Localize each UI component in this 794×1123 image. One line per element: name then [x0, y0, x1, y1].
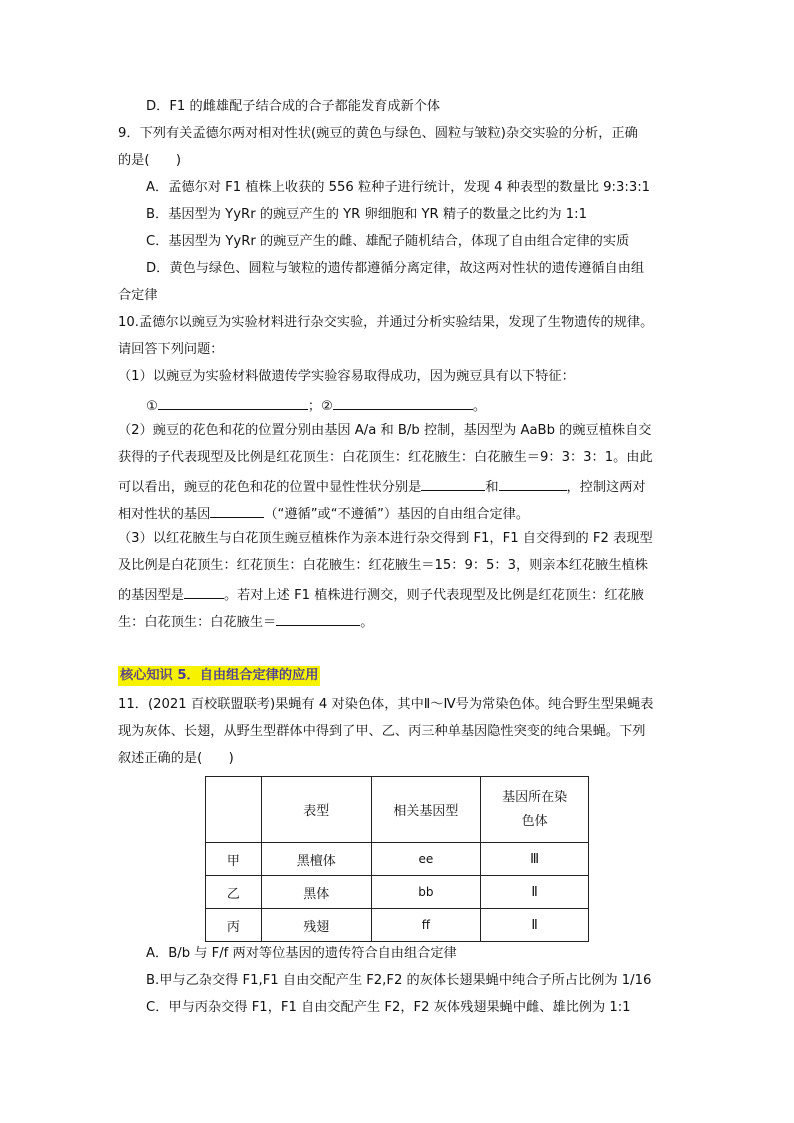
text-segment: 相对性状的基因 — [118, 507, 211, 522]
question-10-part3: （3）以红花腋生与白花顶生豌豆植株作为亲本进行杂交得到 F1，F1 自交得到的 F2 表现型 — [118, 531, 653, 546]
answer-blank-3[interactable] — [421, 476, 485, 491]
question-10-stem: 10.孟德尔以豌豆为实验材料进行杂交实验，并通过分析实验结果，发现了生物遗传的规律。 — [118, 315, 654, 330]
option-c-q11: C．甲与丙杂交得 F1，F1 自由交配产生 F2，F2 灰体残翅果蝇中雌、雄比例为 1:1 — [146, 1000, 631, 1015]
text-segment: ，控制这两对 — [566, 480, 646, 495]
text-segment: 的基因型是 — [118, 588, 184, 603]
table-cell: 丙 — [206, 909, 262, 942]
table-cell: Ⅲ — [481, 843, 589, 876]
question-10-part2-blanks — [118, 476, 646, 497]
heading-title: 5．自由组合定律的应用 — [172, 668, 319, 683]
option-c-q9: C．基因型为 YyRr 的豌豆产生的雌、雄配子随机结合，体现了自由组合定律的实质 — [146, 234, 630, 249]
option-b-q11: B.甲与乙杂交得 F1,F1 自由交配产生 F2,F2 的灰体长翅果蝇中纯合子所占比例为 1/16 — [146, 973, 652, 988]
gene-table — [205, 776, 589, 942]
answer-blank-6[interactable] — [184, 584, 224, 599]
question-10-part3-blank7-line — [118, 611, 373, 632]
text-segment: 可以看出，豌豆的花色和花的位置中显性性状分别是 — [118, 480, 422, 495]
separator-2: ；② — [307, 399, 333, 414]
table-header-cell — [481, 777, 589, 843]
question-10-prompt: 请回答下列问题： — [118, 342, 224, 357]
table-header-cell: 相关基因型 — [371, 777, 481, 843]
table-cell: 乙 — [206, 876, 262, 909]
table-row — [206, 876, 589, 909]
table-cell: ee — [371, 843, 481, 876]
question-9-stem: 9．下列有关孟德尔两对相对性状(豌豆的黄色与绿色、圆粒与皱粒)杂交实验的分析，正确 — [118, 126, 638, 141]
heading-label: 核心知识 — [120, 668, 173, 683]
table-header-cell: 表型 — [261, 777, 371, 843]
table-header-row — [206, 777, 589, 843]
answer-blank-4[interactable] — [499, 476, 567, 491]
question-10-part2-cont: 获得的子代表现型及比例是红花顶生：白花顶生：红花腋生：白花腋生＝9：3：3：1。由此 — [118, 450, 653, 465]
header-line-1: 基因所在染 — [502, 789, 568, 805]
table-cell: 残翅 — [261, 909, 371, 942]
circled-1: ① — [146, 399, 158, 414]
question-10-part2: （2）豌豆的花色和花的位置分别由基因 A/a 和 B/b 控制，基因型为 AaBb 的豌豆植株自交 — [118, 423, 652, 438]
answer-blank-7[interactable] — [276, 611, 360, 626]
option-d-q9: D．黄色与绿色、圆粒与皱粒的遗传都遵循分离定律，故这两对性状的遗传遵循自由组 — [146, 261, 645, 276]
question-10-part3-blank6-line — [118, 584, 644, 605]
table-row — [206, 909, 589, 942]
option-d-q8: D．F1 的雌雄配子结合成的合子都能发育成新个体 — [146, 99, 441, 114]
table-cell: Ⅱ — [481, 909, 589, 942]
table-header-cell — [206, 777, 262, 843]
text-segment: 生：白花顶生：白花腋生＝ — [118, 615, 277, 630]
table-cell: 甲 — [206, 843, 262, 876]
question-10-part2-blank5-line — [118, 503, 529, 524]
option-d-q9-cont: 合定律 — [118, 288, 158, 303]
option-a-q9: A．孟德尔对 F1 植株上收获的 556 粒种子进行统计，发现 4 种表型的数量比 9:3:3:1 — [146, 180, 651, 195]
text-segment: 和 — [485, 480, 499, 495]
question-10-part3-cont: 及比例是白花顶生：红花顶生：白花腋生：红花腋生＝15：9：5：3，则亲本红花腋生植株 — [118, 558, 648, 573]
table-cell: 黑体 — [261, 876, 371, 909]
table-cell: 黑檀体 — [261, 843, 371, 876]
question-11-stem-cont: 现为灰体、长翅，从野生型群体中得到了甲、乙、丙三种单基因隐性突变的纯合果蝇。下列 — [118, 724, 646, 739]
answer-blank-5[interactable] — [210, 503, 264, 518]
question-11-stem-end: 叙述正确的是( ) — [118, 751, 234, 766]
question-10-part1: （1）以豌豆为实验材料做遗传学实验容易取得成功，因为豌豆具有以下特征： — [118, 369, 575, 384]
option-b-q9: B．基因型为 YyRr 的豌豆产生的 YR 卵细胞和 YR 精子的数量之比约为 1:1 — [146, 207, 587, 222]
question-11-stem: 11．(2021 百校联盟联考)果蝇有 4 对染色体，其中Ⅱ～Ⅳ号为常染色体。纯合野生型果蝇表 — [118, 697, 654, 712]
text-segment: 。 — [360, 615, 374, 630]
table-cell: Ⅱ — [481, 876, 589, 909]
table-row — [206, 843, 589, 876]
question-10-part1-blanks — [146, 395, 486, 416]
table-cell: bb — [371, 876, 481, 909]
period: 。 — [472, 399, 487, 414]
question-9-stem-cont: 的是( ) — [118, 153, 182, 168]
answer-blank-2[interactable] — [333, 395, 473, 410]
answer-blank-1[interactable] — [158, 395, 308, 410]
text-segment: 。若对上述 F1 植株进行测交，则子代表现型及比例是红花顶生：红花腋 — [223, 588, 644, 603]
text-segment: （“遵循”或“不遵循”）基因的自由组合定律。 — [264, 507, 530, 522]
option-a-q11: A．B/b 与 F/f 两对等位基因的遗传符合自由组合定律 — [146, 946, 457, 961]
header-line-2: 色体 — [521, 813, 548, 829]
section-heading — [118, 666, 320, 686]
table-cell: ff — [371, 909, 481, 942]
